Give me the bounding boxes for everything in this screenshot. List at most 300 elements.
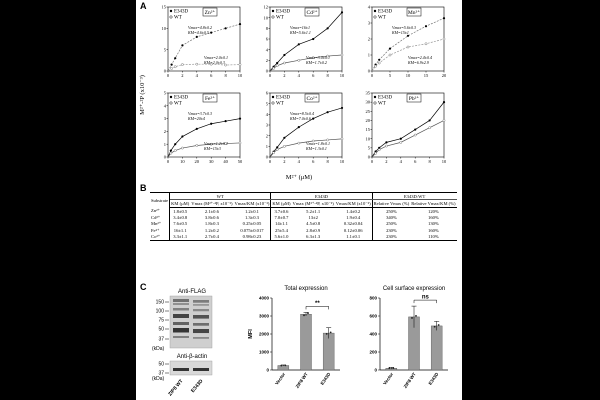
fit-params-wt-km: KM=1.3±0.1 [306,146,327,151]
y-tick-label: 5 [163,90,166,96]
data-point-wt [443,38,445,40]
y-tick-label: 0 [265,154,268,160]
metal-label: Zn²⁺ [204,10,216,16]
y-tick-label: 3 [367,20,370,26]
data-point-e343d [181,44,183,46]
data-point-e343d [283,54,285,56]
table-cell-e343d-km: 3.7±0.6 [274,208,289,214]
y-tick-label: 5 [367,145,370,151]
blot-band-wt [173,308,189,311]
fit-params-e343d-km: KM=7.0±0.6 [290,116,311,121]
data-point-wt [171,67,173,69]
table-cell-e343d-vmax: 4.5±0.8 [306,221,321,227]
data-point-e343d [239,118,241,120]
bar-e343d [431,326,442,370]
y-tick-label: 3 [265,122,268,128]
y-tick-label: 4 [265,47,268,53]
legend-marker-e343d [374,96,376,98]
x-tick-label: 20 [441,73,446,78]
panel-label-b: B [140,183,147,193]
mw-tick-label: 50 [158,326,164,333]
table-cell-e343d-vk: 1.9±0.4 [335,214,372,220]
data-point-e343d [298,43,300,45]
data-point-e343d [407,35,409,37]
data-point-wt [283,145,285,147]
y-tick-label: 12 [263,4,268,10]
legend-marker-wt [272,102,274,104]
chart-title: Cell surface expression [382,286,446,292]
kinetics-plot-pb [360,90,446,168]
kinetics-plot-fe [156,90,242,168]
x-tick-label: 10 [237,73,242,78]
x-tick-label: 10 [441,159,446,164]
table-cell-rel-vk: 130% [428,221,439,227]
x-tick-label: 10 [339,73,344,78]
data-point-e343d [389,48,391,50]
table-cell-e343d-km: 14±1.1 [275,221,288,227]
legend-marker-wt [170,16,172,18]
metal-label: Fe²⁺ [204,96,216,102]
legend-e343d: E343D [378,9,393,15]
legend-marker-e343d [170,10,172,12]
data-point-wt [443,119,445,121]
blot-band-e343d [193,315,209,319]
x-tick-label: 50 [237,159,242,164]
fit-params-wt-vmax: Vmax=2.4±0.4 [408,55,433,60]
fit-params-e343d-vmax: Vmax=3.7±0.3 [188,111,213,116]
table-cell-substrate: Co²⁺ [150,234,170,241]
x-tick-label: 0 [370,73,374,78]
data-point-wt [375,65,377,67]
lane-label: ZIP8 WT [167,378,185,398]
panel-label-a: A [140,1,147,11]
y-tick-label: 0 [163,154,166,160]
data-point-wt [181,64,183,66]
data-point-e343d [170,150,172,152]
x-tick-label: 2 [283,159,286,164]
table-cell-wt-vk: 1.2±0.1 [234,207,271,214]
data-point-e343d [443,17,445,19]
table-cell-wt-vmax: 2.7±0.4 [190,234,233,241]
table-header-wt: WT [170,193,271,200]
blot-band-actin-e343d [193,368,209,371]
table-sub-vmax: Vmax (M²⁺-²P, x10⁻³) [292,201,334,207]
data-point-e343d [276,62,278,64]
fit-params-e343d-vmax: Vmax=16±1 [290,25,311,30]
fit-params-e343d-km: KM=5.6±1.1 [290,30,311,35]
data-point-e343d [171,64,173,66]
category-label: ZIP8 WT [402,371,417,390]
table-cell-wt-km: 3.4±0.8 [173,215,188,220]
x-tick-label: 2 [181,73,184,78]
svg-text:M²⁺-²P (x10⁻³): M²⁺-²P (x10⁻³) [139,75,146,115]
table-sub-rel-vmax: Relative Vmax (%) [373,201,410,207]
table-cell-wt-vk: 1.3±0.3 [234,214,271,220]
data-point-e343d [414,128,416,130]
category-label: Vector [382,371,395,386]
data-point-e343d [181,135,183,137]
y-tick-label: 20 [365,118,370,124]
table-cell-e343d-vmax: 6.3±1.3 [292,234,335,241]
replicate-point [434,326,436,328]
data-point-wt [170,152,172,154]
bar-zip8-wt [301,314,312,370]
bar-e343d [323,333,334,370]
legend-wt: WT [174,101,182,107]
y-tick-label: 1000 [258,349,269,355]
blot-band-wt [173,322,189,325]
data-point-e343d [298,126,300,128]
data-point-wt [385,145,387,147]
x-tick-label: 4 [399,159,402,164]
data-point-wt [273,67,275,69]
data-point-e343d [312,118,314,120]
y-tick-label: 30 [365,99,370,105]
bar-chart-cell-surface-expression [354,282,462,400]
fit-params-e343d-vmax: Vmax=5.6±0.3 [392,25,417,30]
x-tick-label: 0 [166,73,170,78]
table-sub-km: KM (μM) [171,201,190,207]
x-tick-label: 8 [326,159,329,164]
table-header-e343d: E343D [271,193,372,200]
replicate-point [411,317,413,319]
x-tick-label: 4 [297,73,300,78]
kinetics-plot-mn [360,4,446,82]
western-title-flag: Anti-FLAG [177,289,207,295]
y-tick-label: 4 [163,103,166,109]
fit-params-wt-vmax: Vmax=1.8±0.1 [306,141,331,146]
table-cell-rel-vk: 160% [428,227,439,233]
data-point-wt [298,59,300,61]
y-tick-label: 15 [161,4,166,10]
table-cell-rel-vk: 160% [428,215,439,220]
replicate-point [388,367,390,369]
data-point-e343d [429,119,431,121]
kda-unit-flag: (kDa) [152,346,165,352]
table-cell-e343d-vk: 0.12±0.06 [335,227,372,233]
y-tick-label: 10 [161,25,166,31]
data-point-e343d [225,27,227,29]
blot-band-e343d [193,337,209,339]
table-cell-rel-vmax: 250% [386,208,397,214]
table-cell-substrate: Cd²⁺ [150,214,170,220]
table-cell-rel-vmax: 230% [372,234,410,241]
y-tick-label: 35 [365,90,370,96]
fit-params-wt-km: KM=15±3 [204,146,221,151]
x-tick-label: 40 [223,159,228,164]
panel-label-c: C [140,282,147,292]
bar-chart-total-expression [246,282,354,400]
x-tick-label: 6 [312,159,315,164]
y-tick-label: 3000 [258,313,269,319]
table-sub-km: KM (μM) [272,201,291,207]
fit-params-e343d-km: KM=20±4 [188,116,205,121]
significance-label: ** [314,300,320,307]
replicate-point [307,312,309,314]
fit-params-e343d-vmax: Vmax=8.5±0.4 [290,111,315,116]
fit-params-e343d-km: KM=4.6±0.5 [188,30,209,35]
legend-marker-wt [374,102,376,104]
legend-marker-wt [170,102,172,104]
chart-title: Total expression [284,286,328,292]
y-tick-label: 800 [369,295,377,301]
x-tick-label: 5 [388,73,392,78]
mw-tick-label: 150 [155,299,164,306]
table-cell-wt-vk: 0.25±0.05 [234,221,271,227]
table-cell-e343d-km: 7.0±0.7 [274,215,289,220]
table-sub-rel-vk: Relative Vmax/KM (%) [411,201,456,207]
y-tick-label: 2 [265,133,268,139]
legend-wt: WT [276,15,284,21]
fit-params-wt-vmax: Vmax=1.2±0.1 [204,141,229,146]
table-header-substrate: Substrate [150,193,170,208]
data-point-e343d [400,138,402,140]
y-tick-label: 2000 [258,331,269,337]
x-tick-label: 15 [423,73,429,78]
replicate-point [415,315,417,317]
metal-label: Mn²⁺ [407,10,421,16]
kinetics-table [150,192,457,241]
kinetics-plot-cd [258,4,344,82]
table-cell-wt-vmax: 3.8±0.6 [204,215,219,220]
replicate-point [280,365,282,367]
mw-tick-label: 50 [158,361,164,368]
bar-vector [278,366,289,371]
legend-e343d: E343D [276,9,291,15]
table-cell-e343d-vk: 1.1±0.1 [335,234,372,241]
y-tick-label: 0 [265,68,268,74]
fit-params-e343d-vmax: Vmax=4.8±0.2 [188,25,213,30]
blot-band-wt [173,303,189,305]
data-point-wt [341,138,343,140]
x-tick-label: 8 [224,73,227,78]
y-tick-label: 0 [374,367,377,373]
legend-marker-e343d [170,96,172,98]
table-cell-e343d-vmax: 5.2±1.1 [306,208,321,214]
x-tick-label: 4 [297,159,300,164]
western-blot [144,282,244,400]
legend-wt: WT [378,101,386,107]
replicate-point [330,331,332,333]
fit-params-wt-km: KM=1.7±0.2 [306,60,327,65]
x-tick-label: 0 [166,159,170,164]
blot-band-wt [173,299,189,302]
y-tick-label: 10 [365,136,370,142]
data-point-e343d [196,36,198,38]
lane-label: E343D [190,378,205,395]
y-tick-label: 5 [163,47,166,53]
table-cell-substrate: Mn²⁺ [150,221,170,227]
blot-band-e343d [193,304,209,306]
y-tick-label: 0 [367,68,370,74]
table-sub-vmax: Vmax (M²⁺-²P, x10⁻³) [191,201,233,207]
data-point-wt [400,141,402,143]
data-point-e343d [196,128,198,130]
data-point-wt [341,54,343,56]
fit-curve [372,102,444,157]
mw-tick-label: 37 [158,336,164,343]
x-tick-label: 0 [268,73,272,78]
fit-params-wt-vmax: Vmax=3.0±0.1 [306,55,331,60]
data-point-e343d [312,38,314,40]
data-point-wt [298,142,300,144]
blot-band-actin-wt [173,368,189,371]
x-tick-label: 4 [195,73,198,78]
mw-tick-label: 100 [155,308,164,315]
data-point-wt [181,147,183,149]
table-cell-wt-vk: 0.075±0.017 [234,227,271,233]
x-tick-label: 2 [283,73,286,78]
data-point-e343d [283,137,285,139]
legend-marker-wt [374,16,376,18]
kinetics-plot-co [258,90,344,168]
replicate-point [326,333,328,335]
data-point-e343d [174,57,176,59]
significance-label: ns [421,294,429,301]
data-point-e343d [327,27,329,29]
data-point-wt [174,150,176,152]
chart-ylabel: MFI [248,329,254,339]
y-tick-label: 4000 [258,295,269,301]
y-tick-label: 600 [369,313,377,319]
mw-tick-label: 37 [158,370,164,377]
table-cell-wt-km: 1.8±0.5 [173,208,188,214]
data-point-wt [174,66,176,68]
y-tick-label: 1 [265,143,268,149]
data-point-e343d [239,23,241,25]
fit-curve [372,120,444,157]
blot-band-e343d [193,309,209,311]
data-point-wt [378,62,380,64]
data-point-wt [407,46,409,48]
legend-marker-wt [272,16,274,18]
figure [136,0,462,400]
table-cell-wt-vmax: 1.2±0.2 [204,227,219,233]
data-point-wt [276,148,278,150]
table-row [150,234,457,241]
legend-e343d: E343D [276,95,291,101]
replicate-point [284,365,286,367]
data-point-e343d [341,107,343,109]
table-cell-e343d-vk: 0.32±0.04 [335,221,372,227]
y-tick-label: 6 [265,90,268,96]
y-tick-label: 2 [265,57,268,63]
data-point-e343d [341,11,343,13]
x-tick-label: 8 [428,159,431,164]
y-tick-label: 0 [163,68,166,74]
x-tick-label: 2 [385,159,388,164]
table-sub-vk: Vmax/KM (x10⁻³) [335,201,371,207]
blot-band-wt [173,328,189,333]
legend-e343d: E343D [378,95,393,101]
data-point-wt [375,152,377,154]
legend-marker-e343d [272,96,274,98]
fit-params-e343d-km: KM=15±1 [392,30,409,35]
data-point-e343d [327,111,329,113]
x-tick-label: 10 [180,159,185,164]
blot-band-e343d [193,300,209,303]
x-tick-label: 10 [339,159,344,164]
fit-curve [168,119,240,157]
x-tick-label: 20 [194,159,200,164]
legend-wt: WT [174,15,182,21]
data-point-e343d [425,25,427,27]
data-point-wt [273,152,275,154]
data-point-e343d [443,101,445,103]
fit-params-wt-km: KM=6.9±2.9 [408,60,429,65]
category-label: E343D [427,371,440,386]
table-cell-e343d-km: 25±5.4 [275,227,288,233]
y-tick-label: 4 [265,111,268,117]
x-axis-label-a: M²⁺ (μM) [285,174,313,181]
mw-tick-label: 75 [158,317,164,324]
blot-band-e343d [193,323,209,326]
x-tick-label: 6 [312,73,315,78]
data-point-e343d [225,120,227,122]
table-cell-wt-vmax: 1.8±0.3 [204,221,219,227]
x-tick-label: 6 [210,73,213,78]
x-tick-label: 6 [414,159,417,164]
table-cell-rel-vk: 120% [428,208,439,214]
legend-e343d: E343D [174,95,189,101]
data-point-wt [276,65,278,67]
table-row [150,207,457,214]
table-cell-e343d-km: 5.6±1.0 [271,234,292,241]
kinetics-plot-zn [156,4,242,82]
kda-unit-actin: (kDa) [152,376,165,382]
x-tick-label: 0 [268,159,272,164]
metal-label: Cd²⁺ [306,10,318,16]
y-tick-label: 2 [367,36,370,42]
data-point-wt [414,134,416,136]
table-cell-rel-vmax: 230% [386,227,397,233]
x-tick-label: 10 [405,73,411,78]
data-point-e343d [210,123,212,125]
data-point-wt [425,43,427,45]
legend-wt: WT [378,15,386,21]
table-cell-e343d-vmax: 13±2 [308,215,318,220]
table-sub-vk: Vmax/KM (x10⁻³) [234,201,270,207]
data-point-wt [196,144,198,146]
x-tick-label: 30 [208,159,214,164]
western-title-actin: Anti-β-actin [176,354,208,360]
table-cell-rel-vmax: 340% [386,215,397,220]
table-cell-wt-km: 7.6±0.5 [173,221,188,227]
y-tick-label: 1 [367,52,370,58]
data-point-wt [239,142,241,144]
table-cell-substrate: Fe²⁺ [150,227,170,233]
data-point-wt [378,149,380,151]
table-cell-rel-vk: 110% [410,234,456,241]
table-cell-wt-km: 3.3±1.1 [170,234,191,241]
y-tick-label: 25 [365,108,370,114]
table-header-ratio: E343D:WT [372,193,456,200]
blot-band-wt [173,336,189,338]
blot-band-e343d [193,329,209,333]
metal-label: Pb²⁺ [408,96,420,102]
y-tick-label: 6 [265,36,268,42]
replicate-point [438,324,440,326]
x-tick-label: 0 [370,159,374,164]
table-cell-rel-vmax: 250% [386,221,397,227]
category-label: ZIP8 WT [294,371,309,390]
metal-label: Co²⁺ [306,96,318,102]
legend-marker-e343d [272,10,274,12]
y-tick-label: 0 [367,154,370,160]
fit-params-wt-vmax: Vmax=2.0±0.1 [204,55,229,60]
data-point-wt [429,127,431,129]
y-tick-label: 1 [163,141,166,147]
